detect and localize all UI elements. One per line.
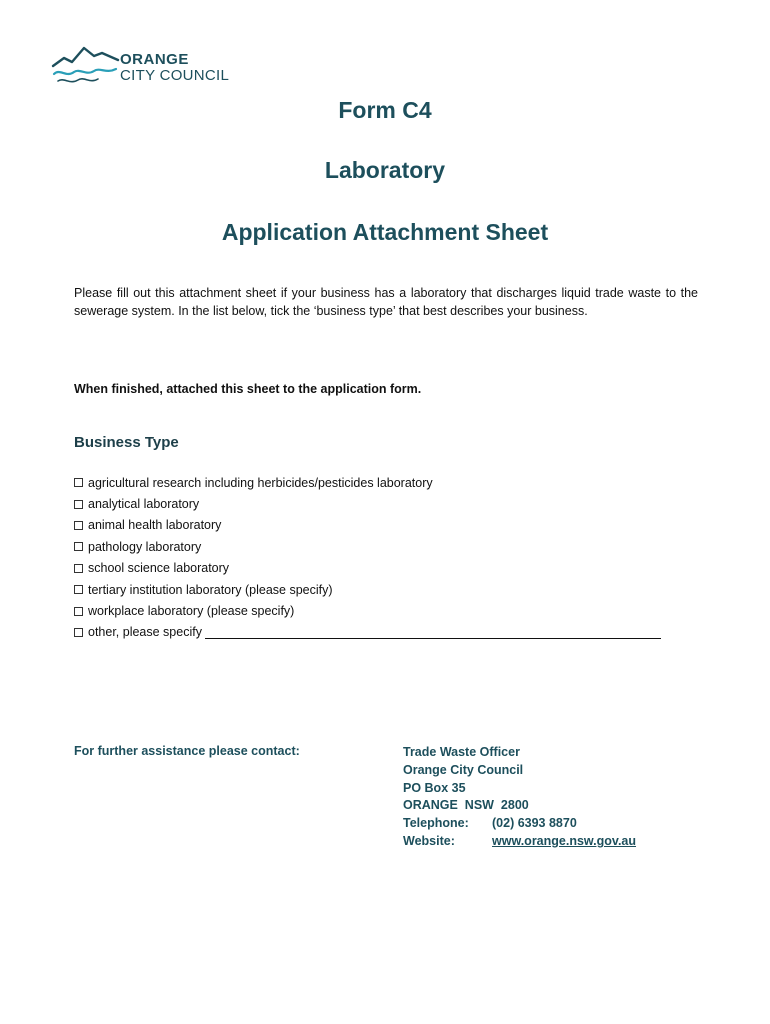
sheet-title: Application Attachment Sheet <box>221 219 549 245</box>
contact-block <box>403 744 636 851</box>
council-logo <box>50 44 250 90</box>
checkbox-icon[interactable] <box>74 478 83 487</box>
logo-text-orange: ORANGE <box>120 51 189 68</box>
business-type-list <box>74 472 661 643</box>
checkbox-icon[interactable] <box>74 585 83 594</box>
option-label: pathology laboratory <box>88 539 202 554</box>
checkbox-icon[interactable] <box>74 521 83 530</box>
option-label: other, please specify <box>88 625 202 640</box>
option-pathology[interactable] <box>74 536 661 557</box>
contact-website-row <box>403 833 636 851</box>
option-label: school science laboratory <box>88 561 230 576</box>
business-type-heading: Business Type <box>74 434 179 451</box>
option-other[interactable] <box>74 622 661 643</box>
form-number-title: Form C4 <box>338 97 432 123</box>
contact-label: For further assistance please contact: <box>74 744 300 758</box>
option-school-science[interactable] <box>74 558 661 579</box>
telephone-number: (02) 6393 8870 <box>492 816 577 831</box>
option-label: animal health laboratory <box>88 518 222 533</box>
telephone-label: Telephone: <box>403 816 469 831</box>
option-agricultural-research[interactable] <box>74 472 661 493</box>
option-tertiary-institution[interactable] <box>74 579 661 600</box>
option-workplace[interactable] <box>74 600 661 621</box>
contact-city: ORANGE NSW 2800 <box>403 798 529 813</box>
checkbox-icon[interactable] <box>74 607 83 616</box>
website-link[interactable]: www.orange.nsw.gov.au <box>492 833 637 848</box>
option-animal-health[interactable] <box>74 515 661 536</box>
contact-name: Trade Waste Officer <box>403 745 520 759</box>
checkbox-icon[interactable] <box>74 500 83 509</box>
option-label: workplace laboratory (please specify) <box>88 604 295 619</box>
checkbox-icon[interactable] <box>74 628 83 637</box>
intro-paragraph: Please fill out this attachment sheet if your business has a laboratory that discharges liquid trade waste to the sewerage system. In the list below, tick the ‘business type’ that best describes your business. <box>74 286 698 318</box>
website-label: Website: <box>403 833 455 848</box>
option-label: tertiary institution laboratory (please specify) <box>88 582 333 597</box>
contact-po-box: PO Box 35 <box>403 780 466 795</box>
checkbox-icon[interactable] <box>74 542 83 551</box>
option-analytical[interactable] <box>74 493 661 514</box>
logo-text-city-council: CITY COUNCIL <box>120 67 230 84</box>
checkbox-icon[interactable] <box>74 564 83 573</box>
contact-organisation: Orange City Council <box>403 762 524 777</box>
option-label: agricultural research including herbicides/pesticides laboratory <box>88 475 433 490</box>
contact-telephone-row <box>403 815 636 833</box>
other-specify-field[interactable] <box>205 626 661 639</box>
mountain-river-logo-icon <box>50 44 120 90</box>
form-subject-title: Laboratory <box>324 157 446 183</box>
option-label: analytical laboratory <box>88 497 200 512</box>
finished-instruction: When finished, attached this sheet to the application form. <box>74 382 422 396</box>
